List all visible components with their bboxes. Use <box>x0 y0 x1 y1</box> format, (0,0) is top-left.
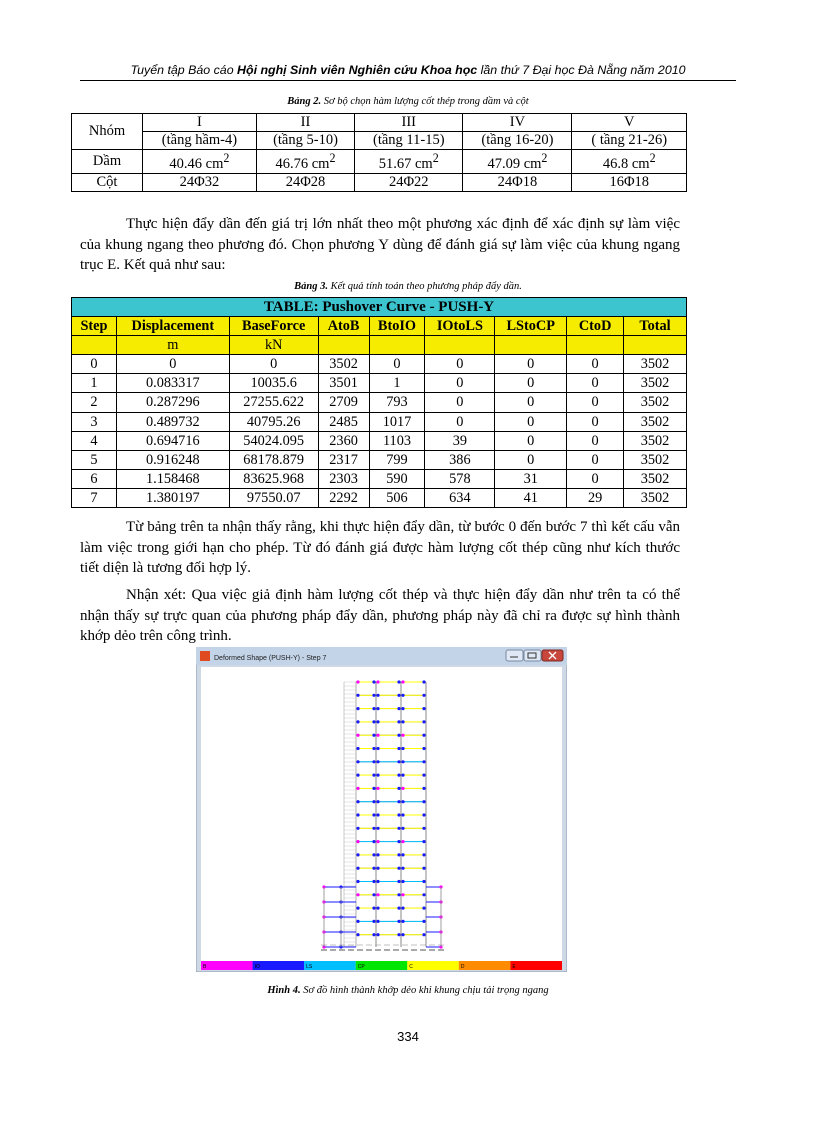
table-cell: 0 <box>495 355 567 374</box>
column-header: IOtoLS <box>425 317 495 336</box>
table-cell: 97550.07 <box>229 488 318 507</box>
table-cell: 2709 <box>318 393 369 412</box>
plastic-hinge <box>422 920 425 923</box>
plastic-hinge <box>397 893 400 896</box>
legend-swatch <box>459 961 511 970</box>
column-header: AtoB <box>318 317 369 336</box>
plastic-hinge <box>376 813 379 816</box>
table-cell: 3502 <box>624 412 687 431</box>
unit-cell <box>495 336 567 355</box>
plastic-hinge <box>372 880 375 883</box>
table3-header-row <box>72 317 687 336</box>
column-label: Cột <box>72 173 143 191</box>
plastic-hinge <box>372 680 375 683</box>
table2-range-row <box>72 132 687 150</box>
table-cell: 68178.879 <box>229 450 318 469</box>
close-button[interactable] <box>542 650 563 661</box>
table-cell: 3502 <box>624 469 687 488</box>
plastic-hinge <box>356 853 359 856</box>
plastic-hinge <box>356 800 359 803</box>
plastic-hinge <box>422 787 425 790</box>
plastic-hinge <box>376 800 379 803</box>
table-cell: 1103 <box>369 431 425 450</box>
table-cell: 0 <box>567 412 624 431</box>
beam-value <box>143 150 257 174</box>
plastic-hinge <box>397 920 400 923</box>
plastic-hinge <box>356 760 359 763</box>
plastic-hinge <box>372 707 375 710</box>
beam-value <box>572 150 687 174</box>
plastic-hinge <box>397 813 400 816</box>
group-range: (tầng 11-15) <box>355 132 463 150</box>
group-number: II <box>256 114 354 132</box>
column-header: Displacement <box>116 317 229 336</box>
plastic-hinge <box>422 734 425 737</box>
plastic-hinge <box>372 774 375 777</box>
plastic-hinge <box>376 867 379 870</box>
plastic-hinge <box>401 800 404 803</box>
column-value: 24Φ18 <box>463 173 572 191</box>
plastic-hinge <box>372 907 375 910</box>
plastic-hinge <box>397 694 400 697</box>
unit-cell: m <box>116 336 229 355</box>
group-number: I <box>143 114 257 132</box>
plastic-hinge <box>372 760 375 763</box>
table-cell: 0 <box>425 393 495 412</box>
table-cell: 3502 <box>624 431 687 450</box>
group-range: (tầng 5-10) <box>256 132 354 150</box>
table2-beam-row <box>72 150 687 174</box>
hinge-legend <box>201 961 562 970</box>
legend-label: B <box>203 964 207 970</box>
plastic-hinge <box>376 853 379 856</box>
plastic-hinge <box>372 933 375 936</box>
plastic-hinge <box>401 720 404 723</box>
table-row <box>72 374 687 393</box>
plastic-hinge <box>397 720 400 723</box>
table-cell: 1.158468 <box>116 469 229 488</box>
legend-swatch <box>510 961 562 970</box>
table-cell: 0 <box>425 355 495 374</box>
plastic-hinge <box>422 933 425 936</box>
unit-superscript: 2 <box>649 151 656 165</box>
table-cell: 3502 <box>624 488 687 507</box>
table-cell: 2303 <box>318 469 369 488</box>
deformed-shape-figure <box>196 647 567 972</box>
plastic-hinge <box>397 827 400 830</box>
plastic-hinge <box>422 907 425 910</box>
plastic-hinge <box>401 734 404 737</box>
plastic-hinge <box>401 774 404 777</box>
plastic-hinge <box>422 680 425 683</box>
plastic-hinge <box>376 707 379 710</box>
legend-label: E <box>512 964 516 970</box>
beam-value <box>463 150 572 174</box>
plastic-hinge <box>372 920 375 923</box>
unit-superscript: 2 <box>541 151 548 165</box>
plastic-hinge <box>376 880 379 883</box>
table-cell: 0 <box>495 393 567 412</box>
plastic-hinge <box>372 787 375 790</box>
plastic-hinge <box>397 774 400 777</box>
legend-label: D <box>460 964 465 970</box>
beam-area: 47.09 cm <box>487 155 542 172</box>
plastic-hinge <box>401 933 404 936</box>
plastic-hinge <box>356 933 359 936</box>
table-cell: 2317 <box>318 450 369 469</box>
unit-superscript: 2 <box>223 151 230 165</box>
plastic-hinge <box>422 880 425 883</box>
table2-column-row <box>72 173 687 191</box>
plastic-hinge <box>422 800 425 803</box>
column-header: BtoIO <box>369 317 425 336</box>
table-cell: 0 <box>567 355 624 374</box>
minimize-button[interactable] <box>506 650 523 661</box>
plastic-hinge <box>376 840 379 843</box>
plastic-hinge <box>376 933 379 936</box>
plastic-hinge <box>422 694 425 697</box>
beam-area: 46.76 cm <box>275 155 330 172</box>
group-number: III <box>355 114 463 132</box>
pushover-table <box>71 297 687 508</box>
table-cell: 1 <box>369 374 425 393</box>
plastic-hinge <box>356 720 359 723</box>
legend-label: LS <box>306 964 313 970</box>
paragraph-1: Thực hiện đẩy dần đến giá trị lớn nhất theo một phương xác định để xác định sự làm việc của khung ngang theo phương đó. Chọn phương Y dùng để đánh giá sự làm việc của khung ngang trục E. Kết quả như sau: <box>80 216 680 274</box>
plastic-hinge <box>372 813 375 816</box>
table-cell: 10035.6 <box>229 374 318 393</box>
table-cell: 1 <box>72 374 117 393</box>
table-cell: 578 <box>425 469 495 488</box>
column-header: Total <box>624 317 687 336</box>
plastic-hinge <box>401 920 404 923</box>
plastic-hinge <box>376 760 379 763</box>
table2-caption: Bảng 2. Sơ bộ chọn hàm lượng cốt thép trong dầm và cột <box>287 96 529 107</box>
group-number: V <box>572 114 687 132</box>
plastic-hinge <box>356 680 359 683</box>
unit-cell <box>318 336 369 355</box>
column-value: 24Φ32 <box>143 173 257 191</box>
plastic-hinge <box>422 840 425 843</box>
table-cell: 634 <box>425 488 495 507</box>
table-cell: 0 <box>567 450 624 469</box>
unit-cell <box>72 336 117 355</box>
table2-row-header: Nhóm <box>72 114 143 150</box>
plastic-hinge <box>372 747 375 750</box>
table-cell: 3501 <box>318 374 369 393</box>
table-cell: 2292 <box>318 488 369 507</box>
table-cell: 2360 <box>318 431 369 450</box>
column-header: Step <box>72 317 117 336</box>
plastic-hinge <box>372 867 375 870</box>
page-header: Tuyển tập Báo cáo Hội nghị Sinh viên Nghiên cứu Khoa học lần thứ 7 Đại học Đà Nẵng năm 2010 <box>80 63 736 81</box>
plastic-hinge <box>376 734 379 737</box>
plastic-hinge <box>356 813 359 816</box>
unit-cell <box>624 336 687 355</box>
plastic-hinge <box>372 893 375 896</box>
plastic-hinge <box>376 787 379 790</box>
unit-cell <box>369 336 425 355</box>
beam-value <box>256 150 354 174</box>
beam-area: 40.46 cm <box>169 155 224 172</box>
table-cell: 0 <box>425 412 495 431</box>
table-cell: 6 <box>72 469 117 488</box>
plastic-hinge <box>401 840 404 843</box>
table-row <box>72 450 687 469</box>
table-cell: 41 <box>495 488 567 507</box>
plastic-hinge <box>422 893 425 896</box>
plastic-hinge <box>356 707 359 710</box>
plastic-hinge <box>372 720 375 723</box>
table-cell: 0 <box>369 355 425 374</box>
table3-title-row <box>72 298 687 317</box>
table-cell: 0.489732 <box>116 412 229 431</box>
plastic-hinge <box>422 827 425 830</box>
group-range: ( tầng 21-26) <box>572 132 687 150</box>
table-cell: 0 <box>567 469 624 488</box>
table-cell: 0 <box>495 412 567 431</box>
beam-value <box>355 150 463 174</box>
plastic-hinge <box>397 880 400 883</box>
table-cell: 506 <box>369 488 425 507</box>
plastic-hinge <box>401 694 404 697</box>
plastic-hinge <box>376 680 379 683</box>
plastic-hinge <box>356 747 359 750</box>
plastic-hinge <box>422 720 425 723</box>
table-cell: 0 <box>495 450 567 469</box>
table-cell: 0 <box>229 355 318 374</box>
column-value: 24Φ22 <box>355 173 463 191</box>
paragraph-3: Nhận xét: Qua việc giả định hàm lượng cốt thép và thực hiện đẩy dần như trên ta có thể nhận thấy sự trực quan của phương pháp đẩy dần, phương pháp này đã chỉ ra được sự hình thành khớp dẻo trên công trình. <box>80 587 680 645</box>
table-cell: 2485 <box>318 412 369 431</box>
table-cell: 0.287296 <box>116 393 229 412</box>
table-row <box>72 355 687 374</box>
plastic-hinge <box>376 774 379 777</box>
table-cell: 799 <box>369 450 425 469</box>
plastic-hinge <box>372 840 375 843</box>
table-cell: 0 <box>495 431 567 450</box>
plastic-hinge <box>356 734 359 737</box>
plastic-hinge <box>372 734 375 737</box>
plastic-hinge <box>376 694 379 697</box>
plastic-hinge <box>422 853 425 856</box>
table2-header-row <box>72 114 687 132</box>
table-cell: 83625.968 <box>229 469 318 488</box>
plastic-hinge <box>401 893 404 896</box>
plastic-hinge <box>356 920 359 923</box>
plastic-hinge <box>397 760 400 763</box>
plastic-hinge <box>376 747 379 750</box>
unit-cell: kN <box>229 336 318 355</box>
table-cell: 0.083317 <box>116 374 229 393</box>
plastic-hinge <box>401 813 404 816</box>
figure-caption: Hình 4. Sơ đồ hình thành khớp dẻo khi khung chịu tải trọng ngang <box>267 985 549 996</box>
plastic-hinge <box>397 840 400 843</box>
beam-label: Dầm <box>72 150 143 174</box>
unit-cell <box>425 336 495 355</box>
column-value: 16Φ18 <box>572 173 687 191</box>
plastic-hinge <box>356 907 359 910</box>
table-cell: 1.380197 <box>116 488 229 507</box>
table-row <box>72 393 687 412</box>
plastic-hinge <box>376 827 379 830</box>
plastic-hinge <box>401 787 404 790</box>
plastic-hinge <box>401 707 404 710</box>
table-cell: 3502 <box>624 450 687 469</box>
legend-swatch <box>253 961 305 970</box>
plastic-hinge <box>372 827 375 830</box>
plastic-hinge <box>397 907 400 910</box>
paragraph-2: Từ bảng trên ta nhận thấy rằng, khi thực hiện đẩy dần, từ bước 0 đến bước 7 thì kết cấu vẫn làm việc trong giới hạn cho phép. Từ đó đánh giá được hàm lượng cốt thép cũng như kích thước tiết diện là tương đối hợp lý. <box>80 519 680 577</box>
column-header: LStoCP <box>495 317 567 336</box>
plastic-hinge <box>401 867 404 870</box>
table-cell: 0 <box>495 374 567 393</box>
table-cell: 39 <box>425 431 495 450</box>
beam-area: 51.67 cm <box>378 155 433 172</box>
table-row <box>72 412 687 431</box>
table-cell: 0 <box>567 431 624 450</box>
table-cell: 3 <box>72 412 117 431</box>
app-icon <box>200 651 210 661</box>
plastic-hinge <box>401 907 404 910</box>
column-header: BaseForce <box>229 317 318 336</box>
table-cell: 0 <box>567 374 624 393</box>
plastic-hinge <box>356 840 359 843</box>
table3-units-row <box>72 336 687 355</box>
plastic-hinge <box>401 880 404 883</box>
plastic-hinge <box>401 680 404 683</box>
plastic-hinge <box>376 720 379 723</box>
plastic-hinge <box>397 707 400 710</box>
plastic-hinge <box>397 734 400 737</box>
table-cell: 31 <box>495 469 567 488</box>
plastic-hinge <box>356 880 359 883</box>
column-value: 24Φ28 <box>256 173 354 191</box>
table-row <box>72 469 687 488</box>
table-row <box>72 431 687 450</box>
plastic-hinge <box>397 933 400 936</box>
legend-label: CP <box>357 964 365 970</box>
table-cell: 1017 <box>369 412 425 431</box>
plastic-hinge <box>356 827 359 830</box>
table-cell: 0 <box>425 374 495 393</box>
maximize-button[interactable] <box>524 650 541 661</box>
legend-swatch <box>407 961 459 970</box>
table-cell: 4 <box>72 431 117 450</box>
plastic-hinge <box>356 867 359 870</box>
table-cell: 7 <box>72 488 117 507</box>
table3-caption: Bảng 3. Kết quả tính toán theo phương pháp đẩy dần. <box>294 281 522 292</box>
table-cell: 0 <box>72 355 117 374</box>
table-cell: 793 <box>369 393 425 412</box>
legend-label: C <box>409 964 413 970</box>
table-cell: 0.916248 <box>116 450 229 469</box>
plastic-hinge <box>372 800 375 803</box>
group-range: (tầng 16-20) <box>463 132 572 150</box>
table-row <box>72 488 687 507</box>
plastic-hinge <box>397 867 400 870</box>
unit-cell <box>567 336 624 355</box>
table-cell: 3502 <box>624 355 687 374</box>
column-header: CtoD <box>567 317 624 336</box>
plastic-hinge <box>422 774 425 777</box>
plastic-hinge <box>422 707 425 710</box>
table-cell: 386 <box>425 450 495 469</box>
legend-label: IO <box>254 964 260 970</box>
table-cell: 27255.622 <box>229 393 318 412</box>
plastic-hinge <box>401 827 404 830</box>
page-number: 334 <box>397 1029 419 1044</box>
plastic-hinge <box>422 813 425 816</box>
table-cell: 29 <box>567 488 624 507</box>
reinforcement-table <box>71 113 687 192</box>
plastic-hinge <box>397 747 400 750</box>
table-cell: 54024.095 <box>229 431 318 450</box>
legend-swatch <box>201 961 253 970</box>
unit-superscript: 2 <box>329 151 336 165</box>
table-cell: 5 <box>72 450 117 469</box>
plastic-hinge <box>372 853 375 856</box>
plastic-hinge <box>422 760 425 763</box>
beam-area: 46.8 cm <box>602 155 650 172</box>
plastic-hinge <box>356 774 359 777</box>
unit-superscript: 2 <box>432 151 439 165</box>
window-title: Deformed Shape (PUSH-Y) - Step 7 <box>214 655 327 662</box>
plastic-hinge <box>422 747 425 750</box>
plastic-hinge <box>397 853 400 856</box>
table-cell: 0 <box>116 355 229 374</box>
plastic-hinge <box>376 893 379 896</box>
table-cell: 3502 <box>318 355 369 374</box>
plastic-hinge <box>401 853 404 856</box>
group-range: (tầng hầm-4) <box>143 132 257 150</box>
plastic-hinge <box>376 920 379 923</box>
table-cell: 40795.26 <box>229 412 318 431</box>
plastic-hinge <box>401 747 404 750</box>
table-cell: 0 <box>567 393 624 412</box>
table-cell: 3502 <box>624 393 687 412</box>
plastic-hinge <box>356 893 359 896</box>
table-cell: 2 <box>72 393 117 412</box>
plastic-hinge <box>356 694 359 697</box>
plastic-hinge <box>397 787 400 790</box>
plastic-hinge <box>401 760 404 763</box>
plastic-hinge <box>376 907 379 910</box>
table-cell: 3502 <box>624 374 687 393</box>
plastic-hinge <box>397 680 400 683</box>
table-cell: 590 <box>369 469 425 488</box>
table3-title: TABLE: Pushover Curve - PUSH-Y <box>72 298 687 317</box>
plastic-hinge <box>356 787 359 790</box>
plastic-hinge <box>372 694 375 697</box>
plastic-hinge <box>422 867 425 870</box>
table-cell: 0.694716 <box>116 431 229 450</box>
plastic-hinge <box>397 800 400 803</box>
group-number: IV <box>463 114 572 132</box>
